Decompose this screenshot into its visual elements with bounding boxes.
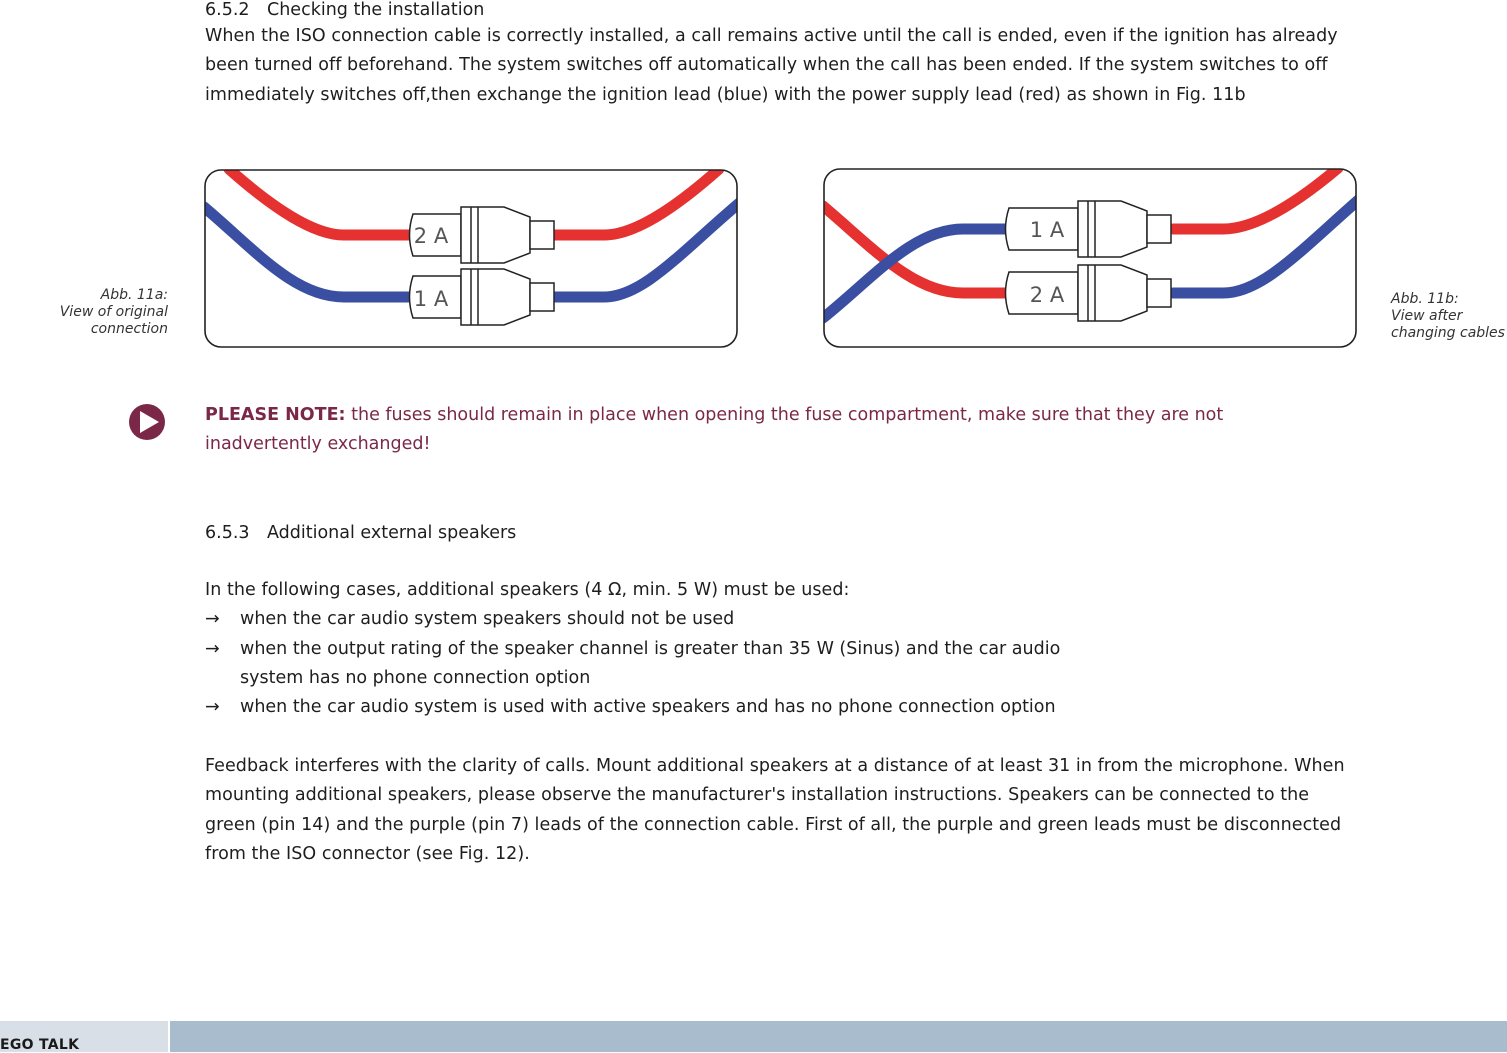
list-item-text: when the car audio system speakers should not be used [240, 609, 735, 629]
caption-line: Abb. 11b: [1391, 291, 1459, 307]
section-title: Checking the installation [267, 0, 485, 20]
figure-a-caption [30, 287, 168, 338]
please-note [205, 401, 1325, 460]
section-653-body: Feedback interferes with the clarity of calls. Mount additional speakers at a distance of at least 31 in from the microphone. When mounting additional speakers, please observe the manufacturer's installation instructions. Speakers can be connected to the green (pin 14) and the purple (pin 7) leads of the connection cable. First of all, the purple and green leads must be disconnected from the ISO connector (see Fig. 12). [205, 756, 1345, 864]
list-item-text: when the output rating of the speaker channel is greater than 35 W (Sinus) and the car audio [240, 639, 1061, 659]
list-item [205, 693, 1355, 722]
red-cable-right [554, 169, 719, 235]
section-653-heading [205, 523, 516, 543]
caption-line: View of original [59, 304, 168, 320]
fuse-holder-top [410, 207, 555, 263]
fuse-label-bottom: 1 A [413, 287, 449, 311]
caption-line: changing cables [1391, 325, 1505, 341]
blue-cable-right [554, 199, 740, 297]
figure-11a-diagram [204, 169, 740, 350]
section-652-heading [205, 0, 484, 20]
fuse-holder-top [1006, 201, 1172, 257]
arrow-right-icon: → [205, 609, 220, 629]
fuse-label-top: 1 A [1029, 218, 1065, 242]
note-label: PLEASE NOTE: [205, 405, 346, 425]
section-title: Additional external speakers [267, 523, 517, 543]
blue-cable-left [823, 229, 1013, 318]
caption-line: View after [1391, 308, 1463, 324]
note-text: the fuses should remain in place when opening the fuse compartment, make sure that they are not inadvertently exchanged! [205, 405, 1224, 455]
section-652-body: When the ISO connection cable is correctly installed, a call remains active until the call is ended, even if the ignition has already been turned off beforehand. The system switches off automatically when the call has been ended. If the system switches to off immediately switches off,then exchange the ignition lead (blue) with the power supply lead (red) as shown in Fig. 11b [205, 26, 1338, 105]
red-cable-left [229, 169, 414, 235]
footer-brand: EGO TALK [0, 1037, 80, 1053]
play-triangle-icon [128, 403, 166, 441]
section-number: 6.5.2 [205, 0, 250, 20]
red-cable-right [1173, 168, 1338, 229]
fuse-label-bottom: 2 A [1029, 283, 1065, 307]
section-number: 6.5.3 [205, 523, 250, 543]
arrow-right-icon: → [205, 697, 220, 717]
list-item-text-continued: system has no phone connection option [240, 668, 591, 689]
fuse-holder-bottom [410, 269, 555, 325]
list-item-text: when the car audio system is used with active speakers and has no phone connection option [240, 697, 1056, 717]
fuse-label-top: 2 A [413, 224, 449, 248]
caption-line: connection [90, 321, 168, 337]
red-cable-left [823, 206, 1013, 293]
section-653-intro: In the following cases, additional speakers (4 Ω, min. 5 W) must be used: [205, 580, 850, 600]
blue-cable-right [1173, 196, 1359, 293]
figure-b-caption [1391, 291, 1507, 342]
list-item [205, 635, 1355, 694]
caption-line: Abb. 11a: [100, 287, 168, 303]
figure-11b-diagram [823, 168, 1359, 349]
list-item [205, 605, 1355, 634]
arrow-right-icon: → [205, 639, 220, 659]
fuse-holder-bottom [1006, 265, 1172, 321]
footer-bar [170, 1021, 1507, 1052]
